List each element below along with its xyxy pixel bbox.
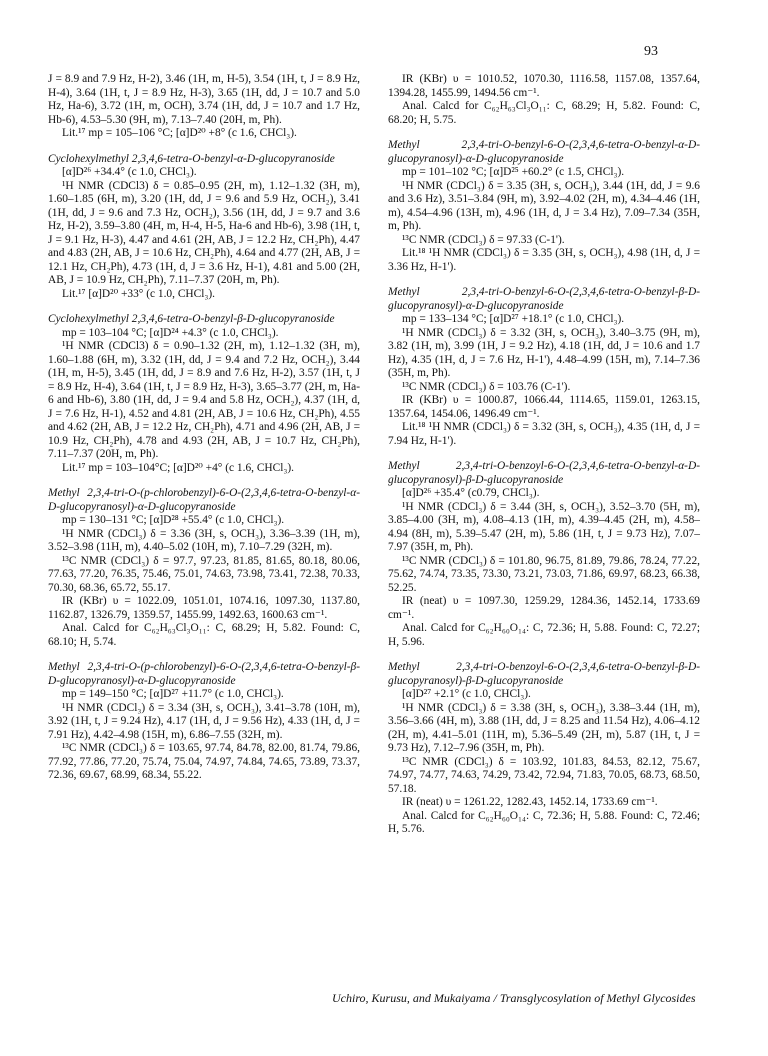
data-paragraph: [α]D²⁶ +35.4° (c0.79, CHCl₃). bbox=[402, 487, 540, 499]
compound-heading: Methyl 2,3,4-tri-O-(p-chlorobenzyl)-6-O-(2,3,4,6-tetra-O-benzyl-α-D-glucopyranosyl)-α-D-glucopyranoside bbox=[48, 487, 360, 513]
right-column bbox=[388, 73, 700, 837]
data-paragraph: ¹H NMR (CDCl₃) δ = 3.32 (3H, s, OCH₃), 3.40–3.75 (9H, m), 3.82 (1H, m), 3.99 (1H, J = 9.2 Hz), 4.18 (1H, dd, J = 10.6 and 1.7 Hz), 4.35 (1H, d, J = 7.6 Hz, H-1'), 4.48–4.99 (15H, m), 7.14–7.36 (35H, m, Ph). bbox=[388, 326, 700, 379]
running-footer: Uchiro, Kurusu, and Mukaiyama / Transglycosylation of Methyl Glycosides bbox=[332, 991, 696, 1005]
compound-heading: Methyl 2,3,4-tri-O-(p-chlorobenzyl)-6-O-(2,3,4,6-tetra-O-benzyl-β-D-glucopyranosyl)-α-D-glucopyranoside bbox=[48, 661, 360, 687]
data-paragraph: Anal. Calcd for C₆₂H₆₃Cl₃O₁₁: C, 68.29; H, 5.82. Found: C, 68.10; H, 5.74. bbox=[48, 622, 360, 648]
compound-heading: Methyl 2,3,4-tri-O-benzyl-6-O-(2,3,4,6-tetra-O-benzyl-α-D-glucopyranosyl)-α-D-glucopyranoside bbox=[388, 139, 700, 165]
compound-heading: Cyclohexylmethyl 2,3,4,6-tetra-O-benzyl-α-D-glucopyranoside bbox=[48, 152, 335, 165]
data-paragraph: ¹³C NMR (CDCl₃) δ = 103.65, 97.74, 84.78, 82.00, 81.74, 79.86, 77.92, 77.86, 77.20, 75.74, 75.04, 74.97, 74.84, 74.65, 73.89, 73.37, 72.36, 69.67, 68.99, 68.34, 55.22. bbox=[48, 742, 360, 781]
data-paragraph: Anal. Calcd for C₆₂H₆₃Cl₃O₁₁: C, 68.29; H, 5.82. Found: C, 68.20; H, 5.75. bbox=[388, 100, 700, 126]
data-paragraph: ¹H NMR (CDCl₃) δ = 3.34 (3H, s, OCH₃), 3.41–3.78 (10H, m), 3.92 (1H, t, J = 9.24 Hz), 4.17 (1H, d, J = 9.56 Hz), 4.33 (1H, d, J = 7.91 Hz), 4.42–4.98 (15H, m), 6.86–7.55 (32H, m). bbox=[48, 701, 360, 741]
data-paragraph: ¹³C NMR (CDCl₃) δ = 97.7, 97.23, 81.85, 81.65, 80.18, 80.06, 77.63, 77.20, 76.35, 75.46, 75.01, 74.63, 73.98, 73.41, 72.38, 70.33, 70.30, 68.36, 65.72, 55.17. bbox=[48, 554, 360, 594]
data-paragraph: ¹³C NMR (CDCl₃) δ = 103.76 (C-1'). bbox=[402, 380, 571, 393]
data-paragraph: Lit.¹⁸ ¹H NMR (CDCl₃) δ = 3.35 (3H, s, OCH₃), 4.98 (1H, d, J = 3.36 Hz, H-1'). bbox=[388, 247, 700, 273]
compound-heading: Methyl 2,3,4-tri-O-benzyl-6-O-(2,3,4,6-tetra-O-benzyl-β-D-glucopyranosyl)-α-D-glucopyranoside bbox=[388, 286, 700, 312]
data-paragraph: ¹H NMR (CDCl₃) δ = 3.38 (3H, s, OCH₃), 3.38–3.44 (1H, m), 3.56–3.66 (4H, m), 3.88 (1H, dd, J = 8.25 and 11.54 Hz), 4.06–4.12 (2H, m), 4.41–5.01 (11H, m), 5.36–5.49 (2H, m), 5.87 (1H, t, J = 9.73 Hz), 7.12–7.96 (35H, m, Ph). bbox=[388, 701, 700, 754]
data-paragraph: Anal. Calcd for C₆₂H₆₀O₁₄: C, 72.36; H, 5.88. Found: C, 72.27; H, 5.96. bbox=[388, 622, 700, 648]
data-paragraph: Anal. Calcd for C₆₂H₆₀O₁₄: C, 72.36; H, 5.88. Found: C, 72.46; H, 5.76. bbox=[388, 809, 700, 835]
compound-heading: Methyl 2,3,4-tri-O-benzoyl-6-O-(2,3,4,6-tetra-O-benzyl-α-D-glucopyranosyl)-β-D-glucopyranoside bbox=[388, 460, 700, 486]
data-paragraph: ¹H NMR (CDCl3) δ = 0.85–0.95 (2H, m), 1.12–1.32 (3H, m), 1.60–1.85 (6H, m), 3.20 (1H, dd, J = 9.6 and 5.9 Hz, OCH₂), 3.41 (1H, dd, J = 9.6 and 7.3 Hz, OCH₂), 3.56 (1H, dd, J = 9.7 and 3.6 Hz, H-2), 3.59–3.80 (4H, m, H-4, H-5, Ha-6 and Hb-6), 3.98 (1H, t, J = 9.1 Hz, H-3), 4.47 and 4.61 (2H, AB, J = 12.2 Hz, CH₂Ph), 4.47 and 4.83 (2H, AB, J = 10.6 Hz, CH₂Ph), 4.64 and 4.77 (2H, AB, J = 12.1 Hz, CH₂Ph), 4.73 (1H, d, J = 3.6 Hz, H-1), 4.81 and 5.00 (2H, AB, J = 10.9 Hz, CH₂Ph), 7.11–7.37 (20H, m, Ph). bbox=[48, 179, 360, 286]
data-paragraph: IR (KBr) υ = 1010.52, 1070.30, 1116.58, 1157.08, 1357.64, 1394.28, 1455.99, 1494.56 cm⁻¹. bbox=[388, 73, 700, 99]
data-paragraph: IR (KBr) υ = 1022.09, 1051.01, 1074.16, 1097.30, 1137.80, 1162.87, 1326.79, 1359.57, 1455.99, 1492.63, 1600.63 cm⁻¹. bbox=[48, 595, 360, 621]
data-paragraph: [α]D²⁶ +34.4° (c 1.0, CHCl₃). bbox=[62, 166, 197, 178]
data-paragraph: ¹³C NMR (CDCl₃) δ = 97.33 (C-1'). bbox=[402, 233, 565, 246]
data-paragraph: mp = 133–134 °C; [α]D²⁷ +18.1° (c 1.0, CHCl₃). bbox=[402, 313, 625, 325]
data-paragraph: mp = 149–150 °C; [α]D²⁷ +11.7° (c 1.0, CHCl₃). bbox=[62, 688, 284, 700]
data-paragraph: [α]D²⁷ +2.1° (c 1.0, CHCl₃). bbox=[402, 688, 531, 700]
data-paragraph: mp = 101–102 °C; [α]D²⁵ +60.2° (c 1.5, CHCl₃). bbox=[402, 166, 625, 178]
data-paragraph: ¹³C NMR (CDCl₃) δ = 103.92, 101.83, 84.53, 82.12, 75.67, 74.97, 74.77, 74.63, 74.29, 73.42, 72.94, 71.83, 70.05, 68.73, 68.50, 57.18. bbox=[388, 755, 700, 795]
data-paragraph: IR (neat) υ = 1097.30, 1259.29, 1284.36, 1452.14, 1733.69 cm⁻¹. bbox=[388, 595, 700, 621]
data-paragraph: mp = 130–131 °C; [α]D²⁸ +55.4° (c 1.0, CHCl₃). bbox=[62, 514, 285, 526]
page-number: 93 bbox=[644, 44, 658, 59]
left-column bbox=[48, 73, 360, 783]
compound-heading: Methyl 2,3,4-tri-O-benzoyl-6-O-(2,3,4,6-tetra-O-benzyl-β-D-glucopyranosyl)-β-D-glucopyranoside bbox=[388, 661, 700, 687]
data-paragraph: ¹H NMR (CDCl3) δ = 0.90–1.32 (2H, m), 1.12–1.32 (3H, m), 1.60–1.88 (6H, m), 3.32 (1H, dd, J = 9.4 and 7.2 Hz, OCH₂), 3.44 (1H, m, H-5), 3.45 (1H, dd, J = 8.9 and 7.6 Hz, H-2), 3.57 (1H, t, J = 8.9 Hz, H-4), 3.64 (1H, t, J = 8.9 Hz, H-3), 3.65–3.77 (2H, m, Ha-6 and Hb-6), 3.80 (1H, dd, J = 9.4 and 5.8 Hz, OCH₂), 4.37 (1H, d, J = 7.6 Hz, H-1), 4.52 and 4.81 (2H, AB, J = 10.6 Hz, CH₂Ph), 4.55 and 4.62 (2H, AB, J = 12.2 Hz, CH₂Ph), 4.71 and 4.96 (2H, AB, J = 10.9 Hz, CH₂Ph), 4.78 and 4.93 (2H, AB, J = 10.7 Hz, CH₂Ph), 7.11–7.37 (20H, m, Ph). bbox=[48, 340, 360, 460]
compound-heading: Cyclohexylmethyl 2,3,4,6-tetra-O-benzyl-β-D-glucopyranoside bbox=[48, 313, 335, 325]
data-paragraph: ¹H NMR (CDCl₃) δ = 3.35 (3H, s, OCH₃), 3.44 (1H, dd, J = 9.6 and 3.6 Hz), 3.51–3.84 (9H, m), 3.92–4.02 (2H, m), 4.34–4.46 (1H, m), 4.54–4.96 (13H, m), 4.96 (1H, d, J = 3.4 Hz), 7.09–7.34 (35H, m, Ph). bbox=[388, 179, 700, 232]
data-paragraph: IR (neat) υ = 1261.22, 1282.43, 1452.14, 1733.69 cm⁻¹. bbox=[402, 796, 658, 808]
data-paragraph: Lit.¹⁷ [α]D²⁰ +33° (c 1.0, CHCl₃). bbox=[62, 287, 216, 300]
data-paragraph: ¹H NMR (CDCl₃) δ = 3.44 (3H, s, OCH₃), 3.52–3.70 (5H, m), 3.85–4.00 (3H, m), 4.08–4.13 (1H, m), 4.39–4.45 (2H, m), 4.58–4.94 (8H, m), 5.39–5.47 (2H, m), 5.86 (1H, t, J = 9.73 Hz), 7.07–7.97 (35H, m, Ph). bbox=[388, 500, 700, 553]
data-paragraph: Lit.¹⁷ mp = 105–106 °C; [α]D²⁰ +8° (c 1.6, CHCl₃). bbox=[62, 127, 297, 139]
data-paragraph: ¹H NMR (CDCl₃) δ = 3.36 (3H, s, OCH₃), 3.36–3.39 (1H, m), 3.52–3.98 (11H, m), 4.40–5.02 (10H, m), 7.10–7.29 (32H, m). bbox=[48, 527, 360, 553]
data-paragraph: IR (KBr) υ = 1000.87, 1066.44, 1114.65, 1159.01, 1263.15, 1357.64, 1454.06, 1496.49 cm⁻¹. bbox=[388, 394, 700, 420]
data-paragraph: Lit.¹⁷ mp = 103–104°C; [α]D²⁰ +4° (c 1.6, CHCl₃). bbox=[62, 461, 295, 474]
data-paragraph: mp = 103–104 °C; [α]D²⁴ +4.3° (c 1.0, CHCl₃). bbox=[62, 326, 279, 339]
data-paragraph: ¹³C NMR (CDCl₃) δ = 101.80, 96.75, 81.89, 79.86, 78.24, 77.22, 75.62, 74.74, 73.35, 73.30, 73.21, 73.03, 71.86, 69.97, 68.23, 66.38, 52.25. bbox=[388, 554, 700, 594]
data-paragraph: Lit.¹⁸ ¹H NMR (CDCl₃) δ = 3.32 (3H, s, OCH₃), 4.35 (1H, d, J = 7.94 Hz, H-1'). bbox=[388, 421, 700, 447]
data-paragraph: J = 8.9 and 7.9 Hz, H-2), 3.46 (1H, m, H-5), 3.54 (1H, t, J = 8.9 Hz, H-4), 3.64 (1H, t, J = 8.9 Hz, H-3), 3.65 (1H, dd, J = 10.7 and 5.0 Hz, Ha-6), 3.72 (1H, m, OCH), 3.74 (1H, dd, J = 10.7 and 1.7 Hz, Hb-6), 4.53–5.30 (9H, m), 7.13–7.40 (20H, m, Ph). bbox=[48, 73, 360, 126]
